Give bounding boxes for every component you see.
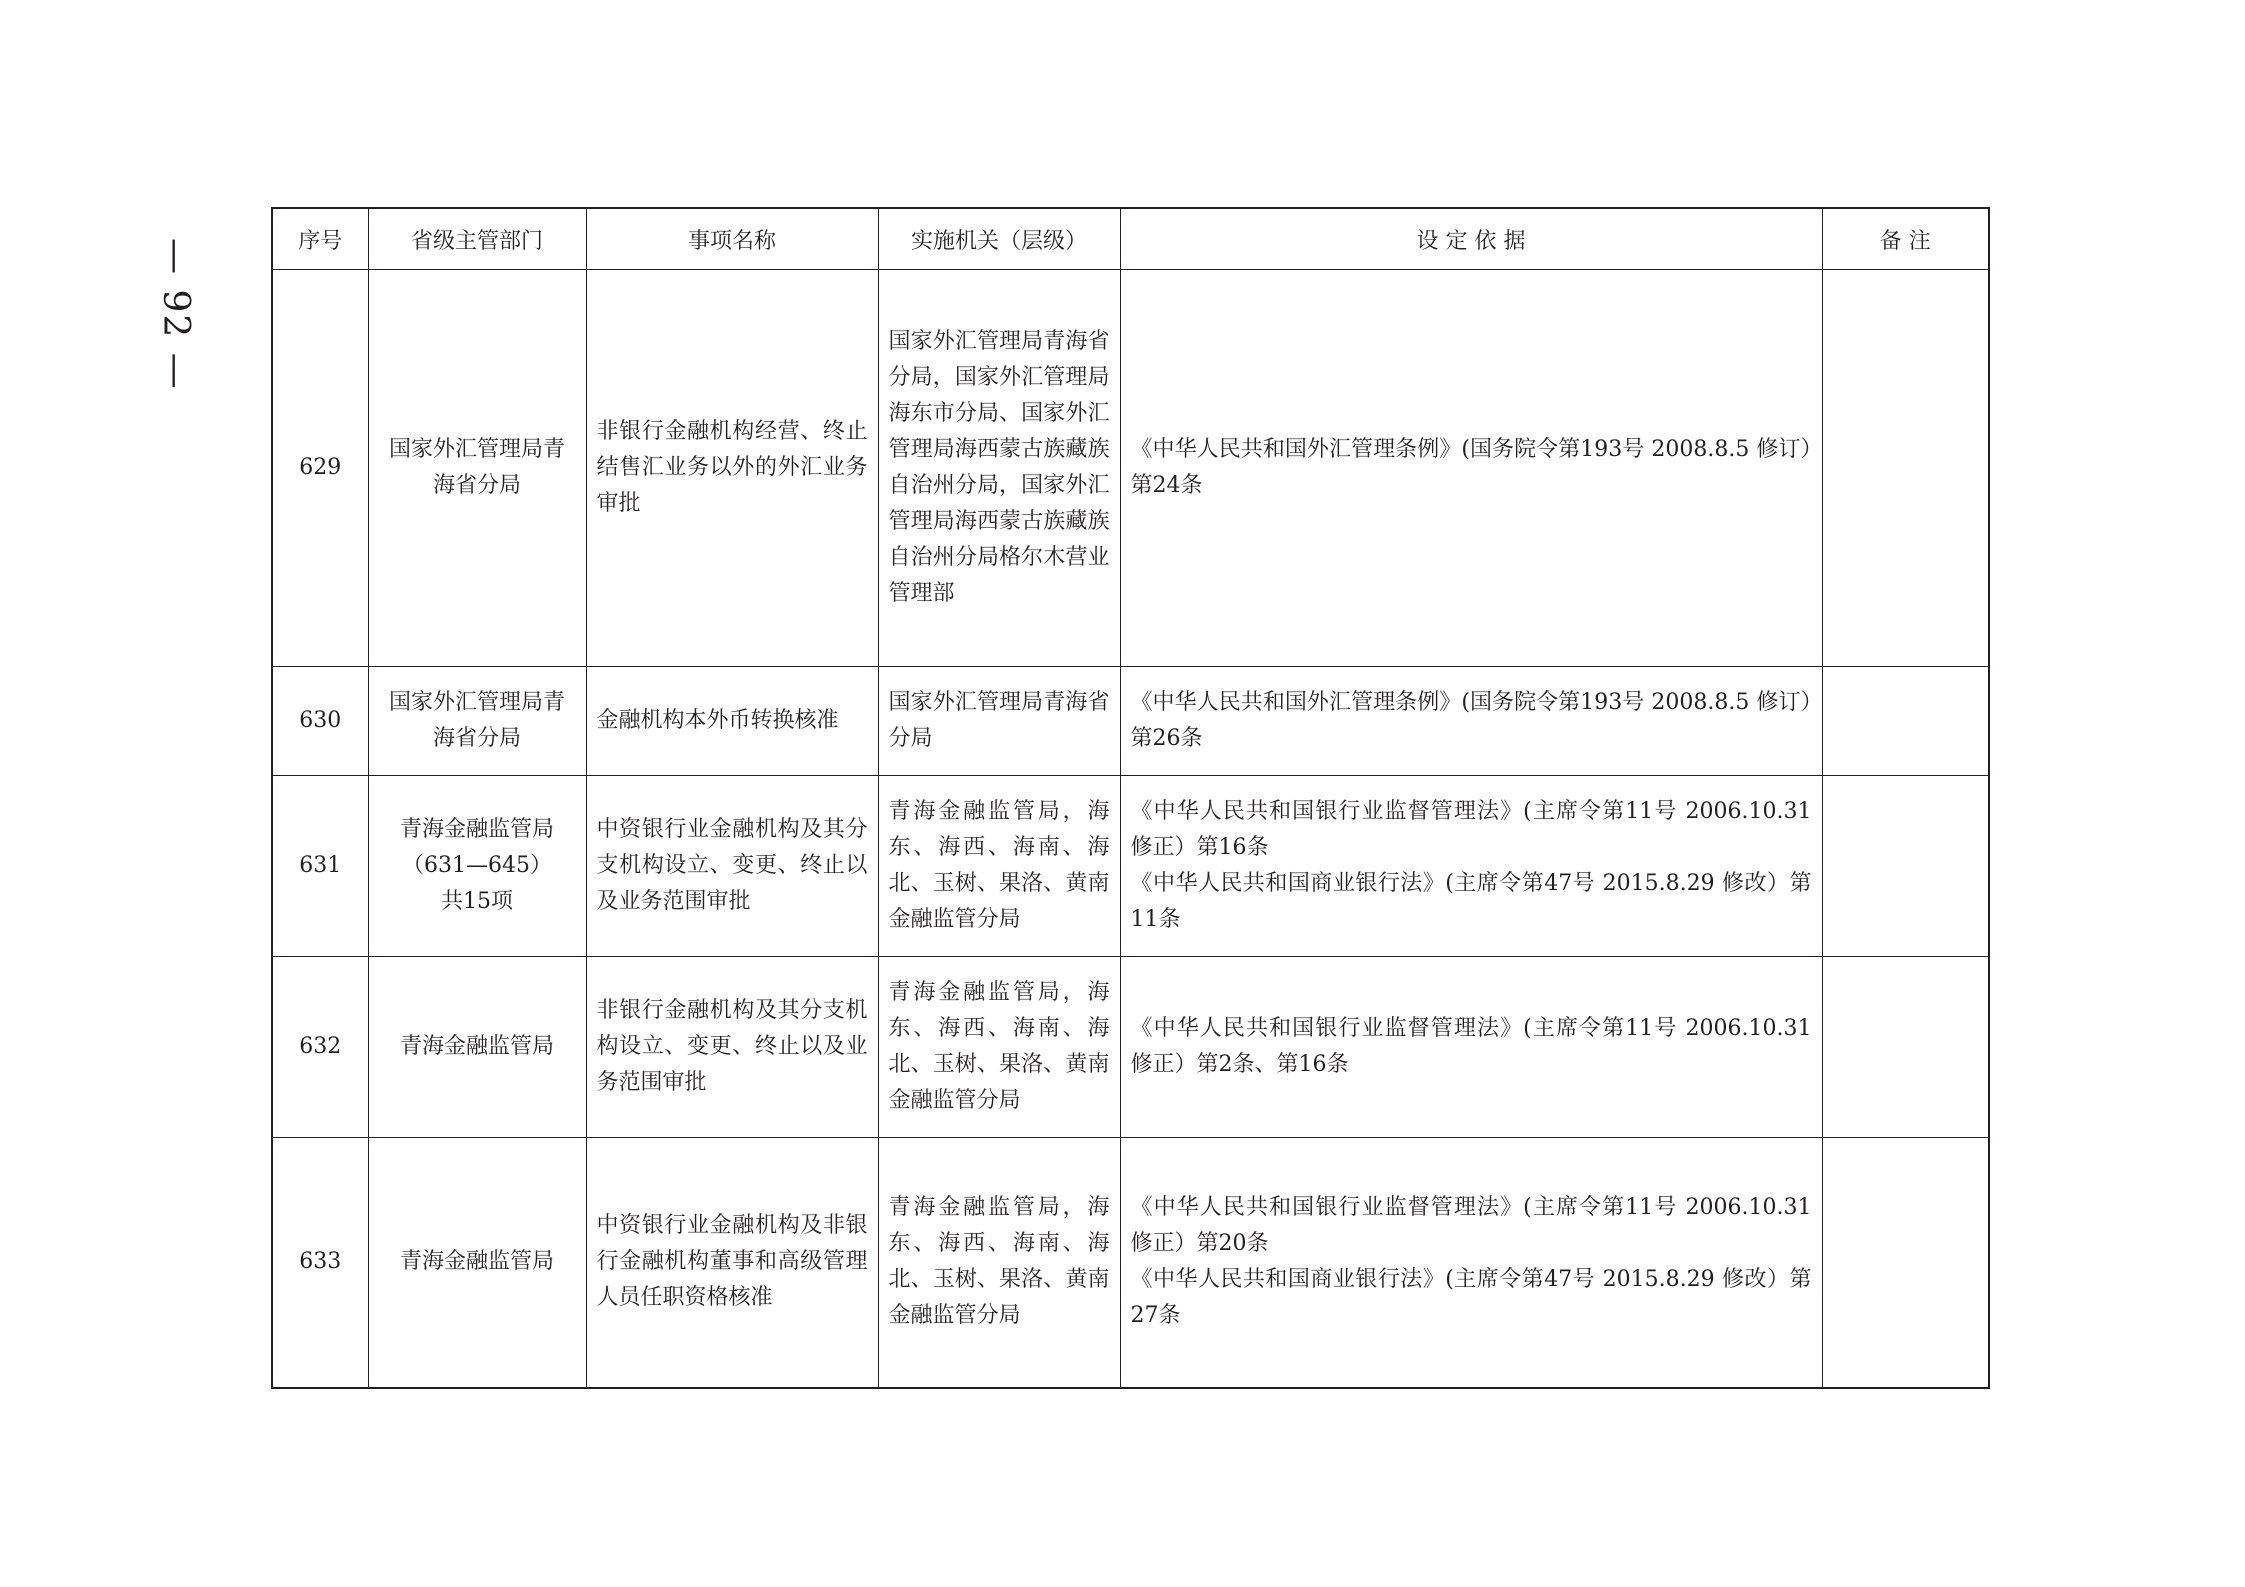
approval-items-table xyxy=(271,207,1990,1389)
row-department: 青海金融监管局 xyxy=(368,957,586,1138)
legal-basis-line: 《中华人民共和国外汇管理条例》(国务院令第193号 2008.8.5 修订）第24条 xyxy=(1130,437,1812,498)
page-number: — 92 — xyxy=(155,238,196,391)
department-range: （631—645） xyxy=(402,853,552,878)
legal-basis-line: 《中华人民共和国外汇管理条例》(国务院令第193号 2008.8.5 修订）第26条 xyxy=(1130,690,1812,751)
row-item-name: 非银行金融机构及其分支机构设立、变更、终止以及业务范围审批 xyxy=(586,957,878,1138)
table-row xyxy=(272,270,1989,667)
legal-basis-line: 《中华人民共和国银行业监督管理法》(主席令第11号 2006.10.31 修正）第2条、第16条 xyxy=(1130,1016,1812,1077)
header-department: 省级主管部门 xyxy=(368,208,586,270)
row-serial: 631 xyxy=(272,776,368,957)
department-count: 共15项 xyxy=(441,889,513,914)
header-implementing-agency: 实施机关（层级） xyxy=(878,208,1120,270)
row-remarks xyxy=(1822,957,1989,1138)
row-implementing-agency: 国家外汇管理局青海省分局 xyxy=(878,667,1120,776)
row-legal-basis xyxy=(1120,270,1822,667)
table-row xyxy=(272,957,1989,1138)
row-item-name: 中资银行业金融机构及其分支机构设立、变更、终止以及业务范围审批 xyxy=(586,776,878,957)
row-legal-basis xyxy=(1120,776,1822,957)
row-implementing-agency: 青海金融监管局，海东、海西、海南、海北、玉树、果洛、黄南金融监管分局 xyxy=(878,1138,1120,1388)
table-header-row xyxy=(272,208,1989,270)
row-department: 国家外汇管理局青海省分局 xyxy=(368,667,586,776)
header-remarks: 备 注 xyxy=(1822,208,1989,270)
row-remarks xyxy=(1822,776,1989,957)
header-item-name: 事项名称 xyxy=(586,208,878,270)
legal-basis-line: 《中华人民共和国商业银行法》(主席令第47号 2015.8.29 修改）第27条 xyxy=(1130,1267,1812,1329)
table-row xyxy=(272,1138,1989,1388)
row-department xyxy=(368,776,586,957)
row-serial: 630 xyxy=(272,667,368,776)
row-serial: 633 xyxy=(272,1138,368,1388)
table-row xyxy=(272,667,1989,776)
row-implementing-agency: 国家外汇管理局青海省分局，国家外汇管理局海东市分局、国家外汇管理局海西蒙古族藏族自治州分局，国家外汇管理局海西蒙古族藏族自治州分局格尔木营业管理部 xyxy=(878,270,1120,667)
row-remarks xyxy=(1822,667,1989,776)
row-serial: 632 xyxy=(272,957,368,1138)
row-legal-basis xyxy=(1120,667,1822,776)
row-item-name: 中资银行业金融机构及非银行金融机构董事和高级管理人员任职资格核准 xyxy=(586,1138,878,1388)
row-serial: 629 xyxy=(272,270,368,667)
row-department: 青海金融监管局 xyxy=(368,1138,586,1388)
row-remarks xyxy=(1822,1138,1989,1388)
row-legal-basis xyxy=(1120,1138,1822,1388)
legal-basis-line: 《中华人民共和国商业银行法》(主席令第47号 2015.8.29 修改）第11条 xyxy=(1130,871,1812,932)
row-item-name: 金融机构本外币转换核准 xyxy=(586,667,878,776)
legal-basis-line: 《中华人民共和国银行业监督管理法》(主席令第11号 2006.10.31 修正）第16条 xyxy=(1130,799,1812,860)
row-remarks xyxy=(1822,270,1989,667)
header-serial: 序号 xyxy=(272,208,368,270)
row-legal-basis xyxy=(1120,957,1822,1138)
row-item-name: 非银行金融机构经营、终止结售汇业务以外的外汇业务审批 xyxy=(586,270,878,667)
header-legal-basis: 设 定 依 据 xyxy=(1120,208,1822,270)
row-department: 国家外汇管理局青海省分局 xyxy=(368,270,586,667)
row-implementing-agency: 青海金融监管局，海东、海西、海南、海北、玉树、果洛、黄南金融监管分局 xyxy=(878,776,1120,957)
legal-basis-line: 《中华人民共和国银行业监督管理法》(主席令第11号 2006.10.31 修正）第20条 xyxy=(1130,1195,1812,1257)
row-implementing-agency: 青海金融监管局，海东、海西、海南、海北、玉树、果洛、黄南金融监管分局 xyxy=(878,957,1120,1138)
table-row xyxy=(272,776,1989,957)
department-name: 青海金融监管局 xyxy=(399,817,554,842)
